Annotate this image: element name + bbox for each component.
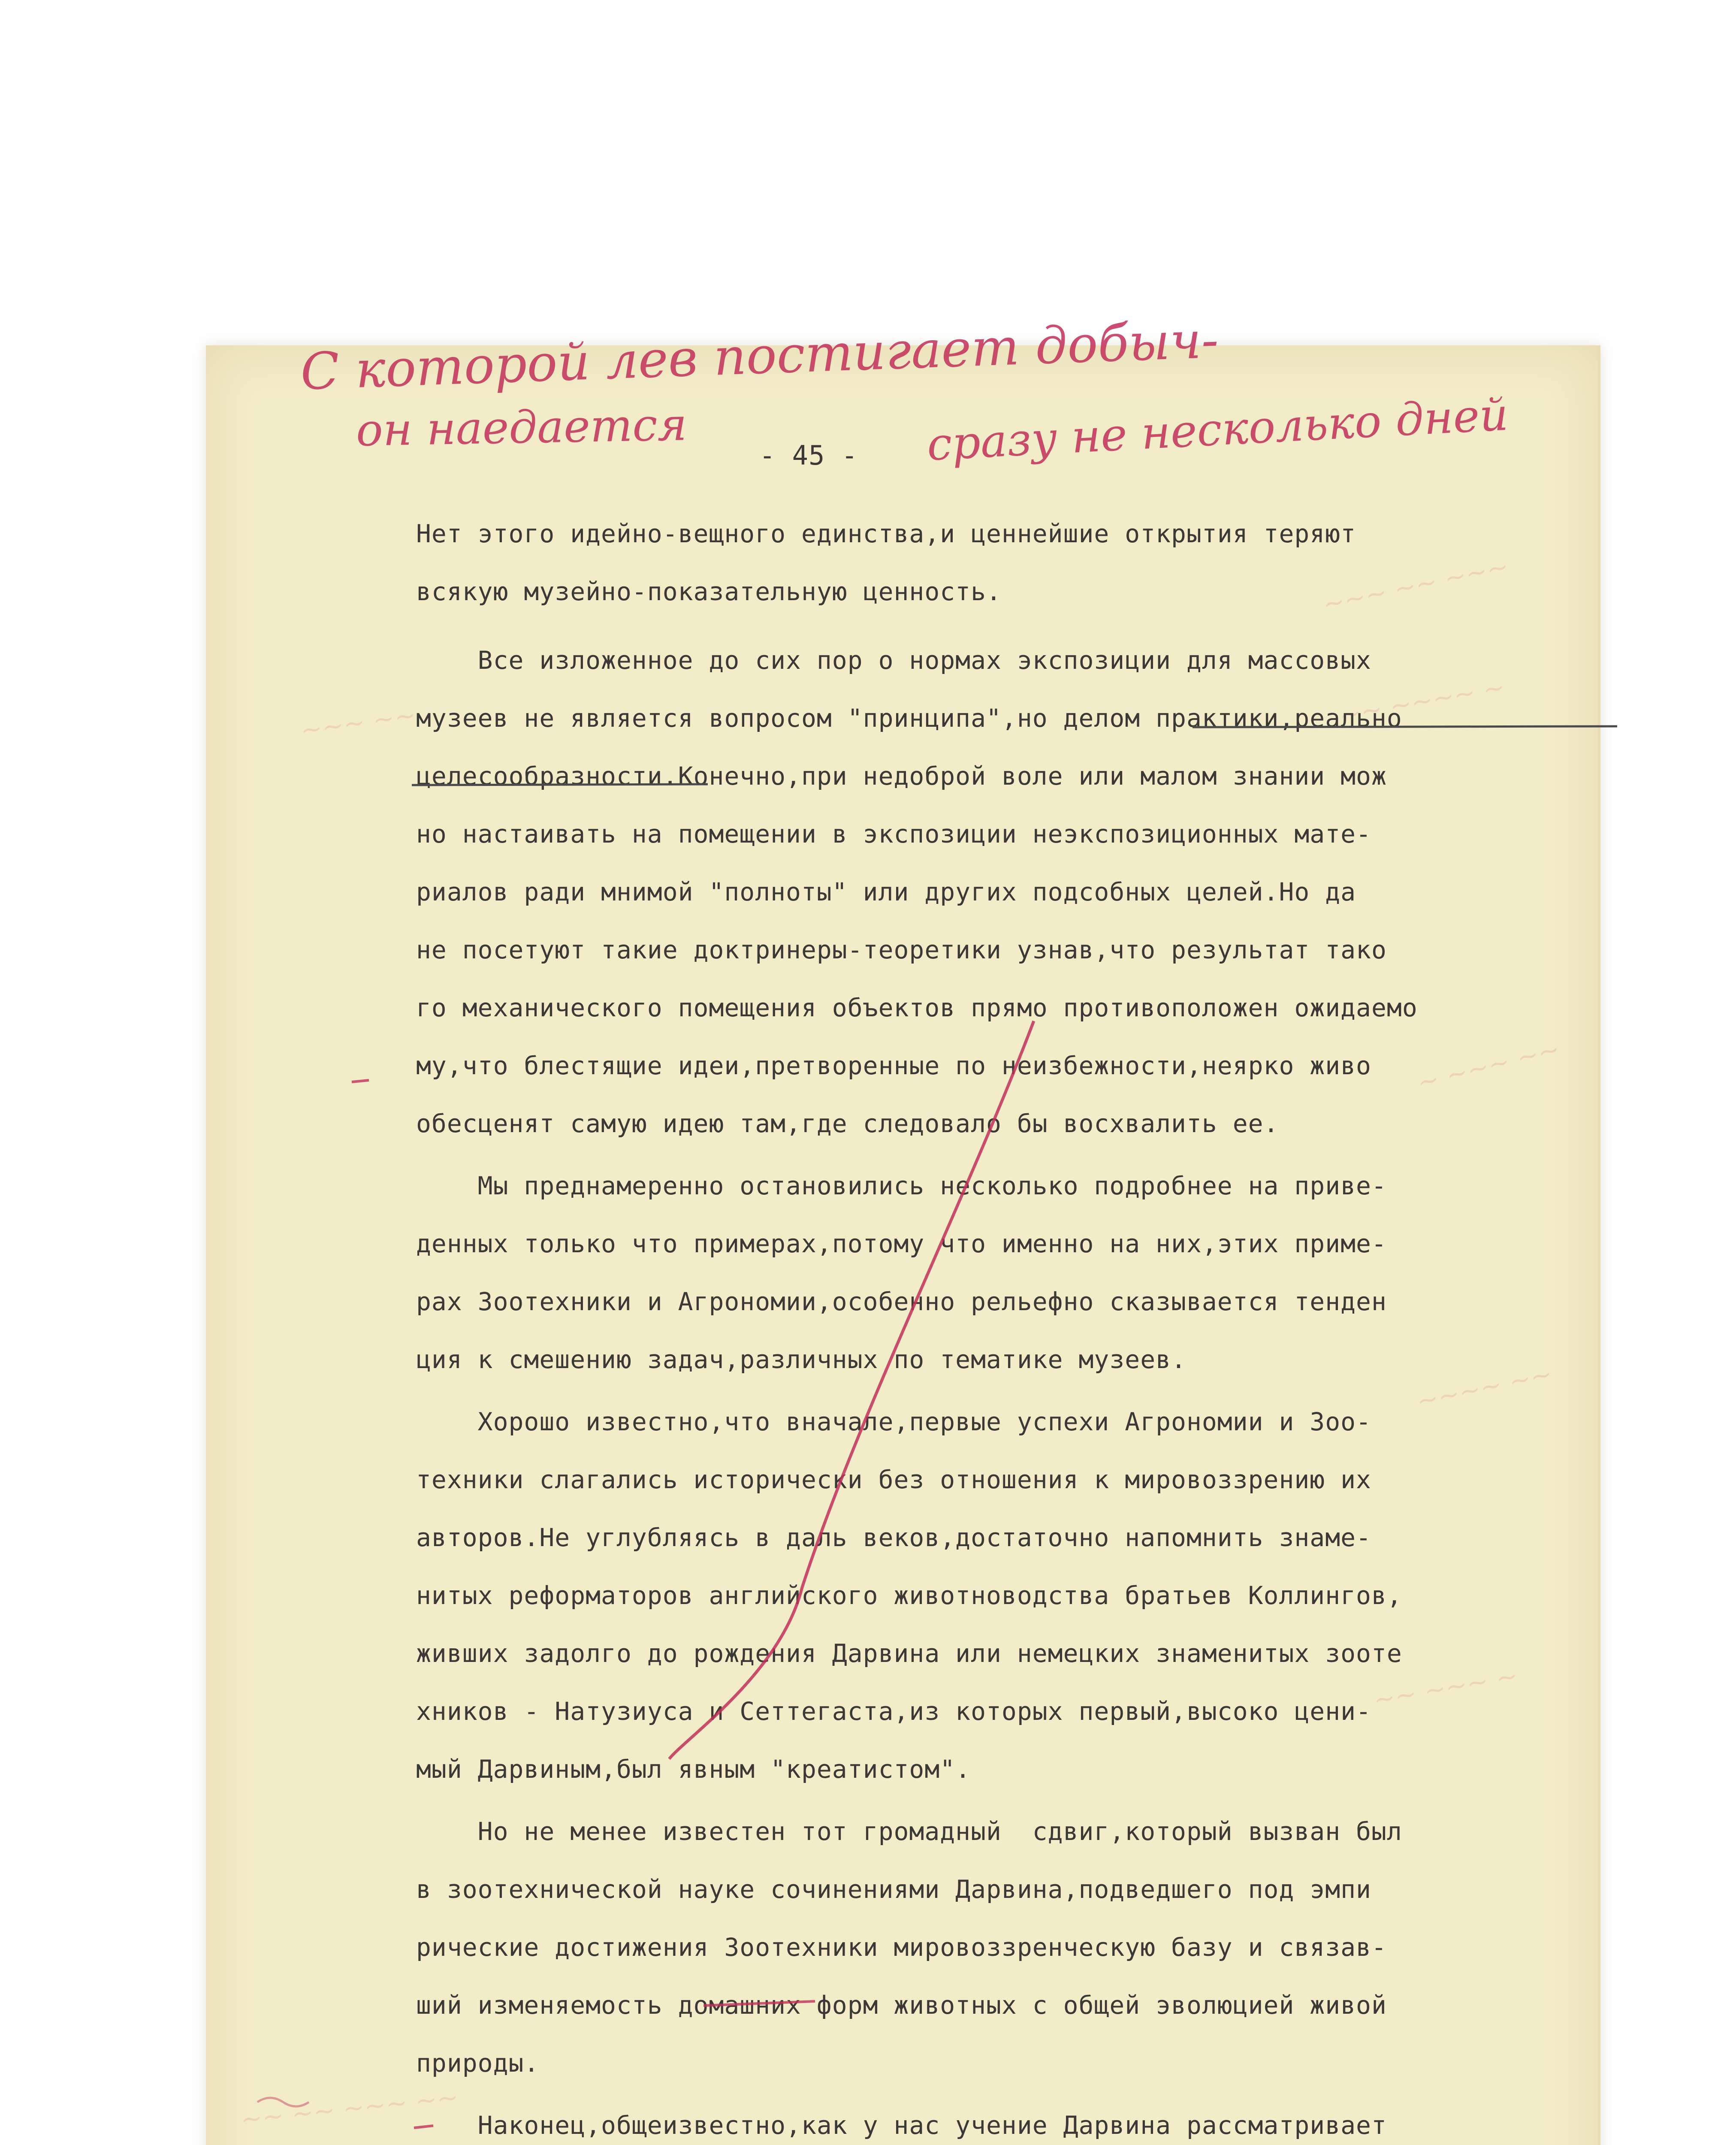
body-line: ший изменяемость домашних форм животных с общей эволюцией живой: [416, 1991, 1387, 2020]
body-line: Наконец,общеизвестно,как у нас учение Дарвина рассматривает: [416, 2111, 1387, 2140]
body-line: авторов.Не углубляясь в даль веков,достаточно напомнить знаме-: [416, 1523, 1371, 1552]
body-line: Хорошо известно,что вначале,первые успехи Агрономии и Зоо-: [416, 1407, 1371, 1436]
body-line: обесценят самую идею там,где следовало бы восхвалить ее.: [416, 1109, 1279, 1138]
body-line: Нет этого идейно-вещного единства,и ценнейшие открытия теряют: [416, 519, 1356, 548]
body-line: не посетуют такие доктринеры-теоретики узнав,что результат тако: [416, 935, 1387, 964]
body-line: Все изложенное до сих пор о нормах экспозиции для массовых: [416, 646, 1371, 675]
body-line: нитых реформаторов английского животноводства братьев Коллингов,: [416, 1581, 1402, 1610]
handwritten-note-top-right: сразу не несколько дней: [925, 388, 1510, 471]
body-line: му,что блестящие идеи,претворенные по неизбежности,неярко живо: [416, 1051, 1371, 1080]
body-line: в зоотехнической науке сочинениями Дарвина,подведшего под эмпи: [416, 1875, 1371, 1904]
body-line: риалов ради мнимой "полноты" или других подсобных целей.Но да: [416, 877, 1356, 906]
body-line: природы.: [416, 2048, 540, 2078]
body-line: рах Зоотехники и Агрономии,особенно рельефно сказывается тенден: [416, 1287, 1387, 1316]
body-line: живших задолго до рождения Дарвина или немецких знаменитых зооте: [416, 1639, 1402, 1668]
handwritten-note-top-line2: он наедается: [355, 398, 688, 456]
body-line: всякую музейно-показательную ценность.: [416, 577, 1002, 606]
handwritten-note-top-line1: С которой лев постигает добыч-: [299, 310, 1220, 402]
page-number: - 45 -: [759, 440, 858, 471]
typed-page: [206, 345, 1598, 2145]
body-line: музеев не является вопросом "принципа",но делом практики,реально: [416, 704, 1402, 733]
body-line: целесообразности.Конечно,при недоброй воле или малом знании мож: [416, 761, 1387, 791]
body-line: ция к смешению задач,различных по тематике музеев.: [416, 1345, 1187, 1374]
body-line: хников - Натузиуса и Сеттегаста,из которых первый,высоко цени-: [416, 1697, 1371, 1726]
body-line: рические достижения Зоотехники мировоззренческую базу и связав-: [416, 1933, 1387, 1962]
body-line: Мы преднамеренно остановились несколько подробнее на приве-: [416, 1171, 1387, 1200]
body-line: мый Дарвиным,был явным "креатистом".: [416, 1755, 971, 1784]
body-line: техники слагались исторически без отношения к мировоззрению их: [416, 1465, 1371, 1494]
body-line: го механического помещения объектов прямо противоположен ожидаемо: [416, 993, 1418, 1022]
body-line: но настаивать на помещении в экспозиции неэкспозиционных мате-: [416, 819, 1371, 849]
body-line: Но не менее известен тот громадный сдвиг,который вызван был: [416, 1817, 1402, 1846]
body-line: денных только что примерах,потому что именно на них,этих приме-: [416, 1229, 1387, 1258]
